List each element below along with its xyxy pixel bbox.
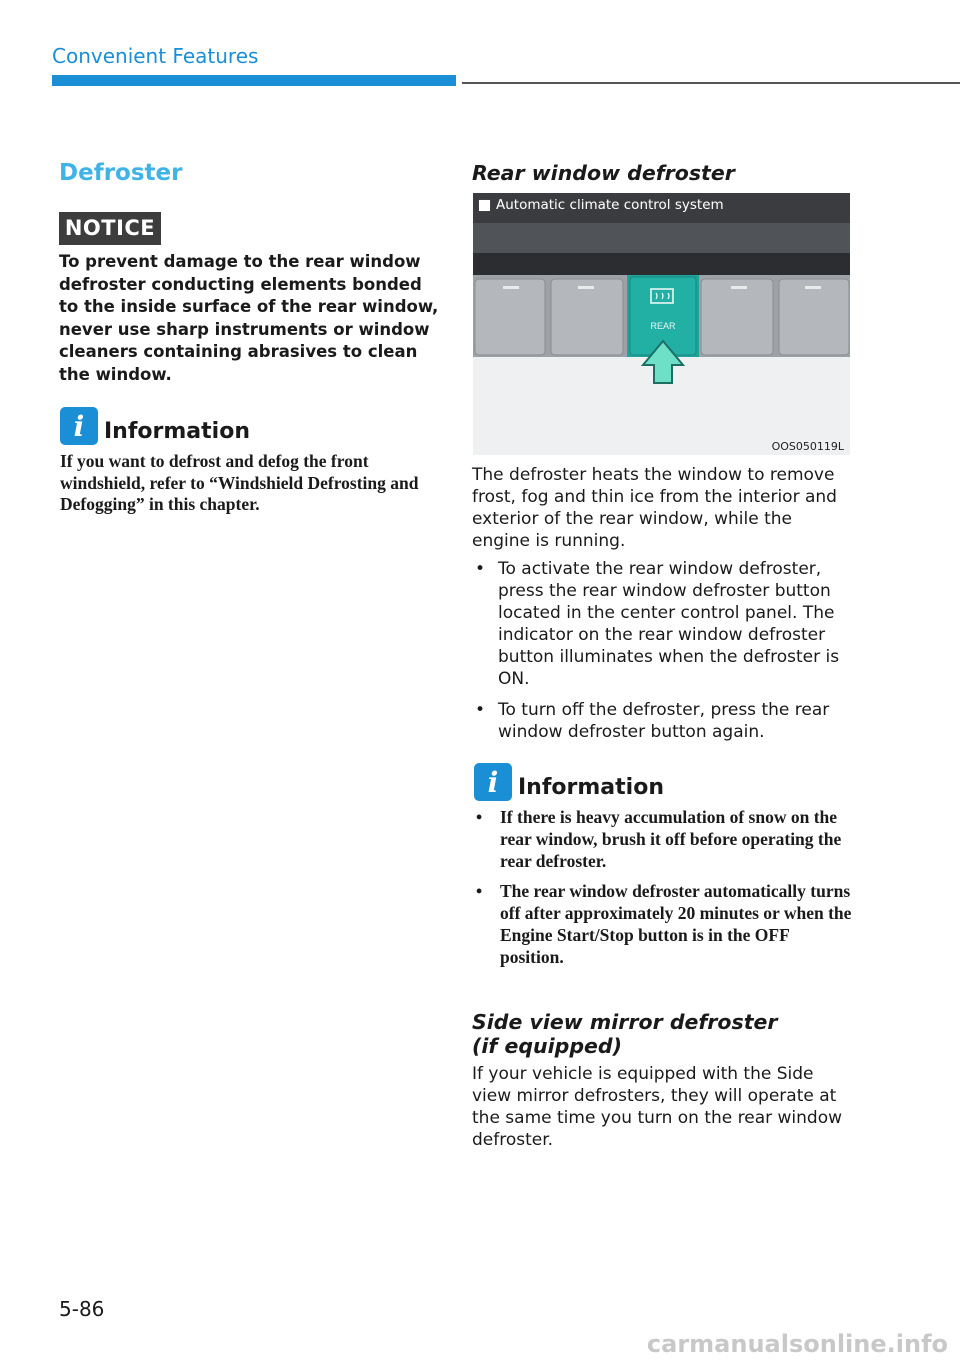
header-accent-bar: [52, 75, 456, 86]
info-icon: i: [60, 407, 98, 445]
rear-defroster-bullets: [472, 558, 852, 752]
notice-text: To prevent damage to the rear window defroster conducting elements bonded to the inside surface of the rear window, never use sharp instruments or window cleaners containing abrasives to clean the window.: [59, 252, 439, 384]
list-item: • To turn off the defroster, press the rear window defroster button again.: [475, 700, 830, 742]
square-bullet-icon: [479, 200, 490, 211]
side-mirror-body: If your vehicle is equipped with the Side view mirror defrosters, they will operate at the same time you turn on the rear window defroster.: [472, 1064, 843, 1150]
info-label-2: Information: [518, 774, 664, 800]
header-rule: [462, 82, 960, 84]
list-item-text: The rear window defroster automatically turns off after approximately 20 minutes or when the Engine Start/Stop button is in the OFF position.: [500, 881, 852, 967]
info-icon: i: [474, 763, 512, 801]
chapter-title: Convenient Features: [52, 44, 259, 68]
list-item-text: To activate the rear window defroster, press the rear window defroster button located in the center control panel. The indicator on the rear window defroster button illuminates when the defroster is ON.: [498, 559, 840, 689]
page-number: 5-86: [59, 1297, 105, 1321]
rear-defroster-title: Rear window defroster: [472, 161, 735, 185]
side-mirror-title: Side view mirror defroster (if equipped): [472, 1010, 778, 1058]
notice-badge: NOTICE: [59, 212, 161, 245]
list-item: • To activate the rear window defroster, press the rear window defroster button located in the center control panel. The indicator on the rear window defroster button illuminates when the defroster is ON.: [475, 559, 840, 689]
figure-caption: [479, 197, 724, 213]
watermark: carmanualsonline.info: [646, 1330, 948, 1358]
rear-button-label: REAR: [650, 321, 676, 331]
info-heading-2: [474, 763, 664, 801]
figure-code: OOS050119L: [771, 440, 844, 453]
info-heading: [60, 407, 250, 445]
info-bullets: [472, 806, 852, 976]
rear-defroster-body: The defroster heats the window to remove frost, fog and thin ice from the interior and exterior of the rear window, while the engine is running.: [472, 465, 837, 551]
info-text: If you want to defrost and defog the front windshield, refer to “Windshield Defrosting and Defogging” in this chapter.: [60, 451, 419, 514]
list-item: • If there is heavy accumulation of snow on the rear window, brush it off before operating the rear defroster.: [476, 807, 842, 871]
climate-panel-illustration: [473, 193, 850, 455]
list-item-text: If there is heavy accumulation of snow on the rear window, brush it off before operating the rear defroster.: [500, 807, 842, 871]
list-item: • The rear window defroster automatically turns off after approximately 20 minutes or when the Engine Start/Stop button is in the OFF position.: [476, 881, 852, 967]
list-item-text: To turn off the defroster, press the rear window defroster button again.: [498, 700, 830, 742]
info-label: Information: [104, 418, 250, 444]
rear-defroster-figure: [473, 193, 850, 455]
figure-caption-text: Automatic climate control system: [496, 197, 724, 213]
section-title: Defroster: [59, 160, 183, 186]
